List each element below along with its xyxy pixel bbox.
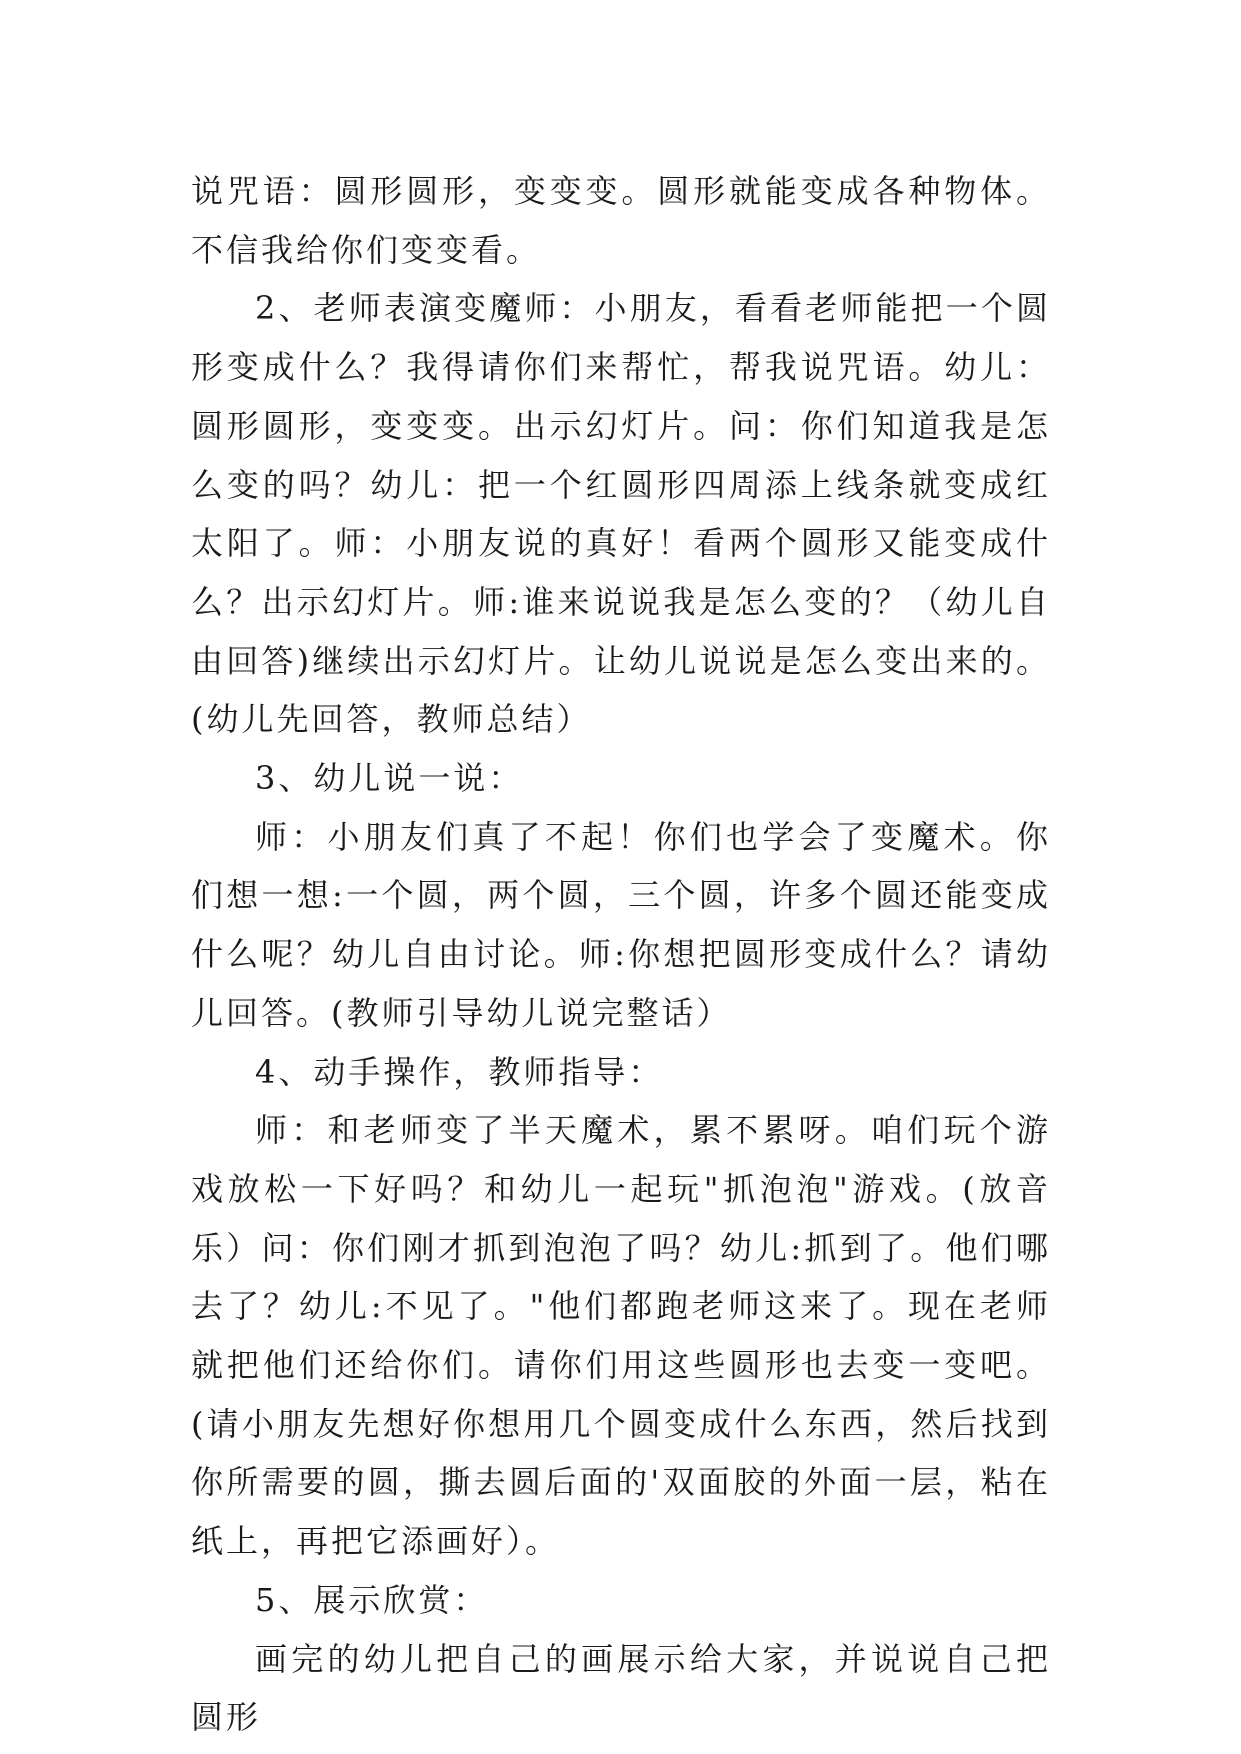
- document-body: [191, 162, 1051, 1747]
- section-heading: 5、展示欣赏：: [255, 1580, 489, 1619]
- paragraph: 师：小朋友们真了不起！你们也学会了变魔术。你们想一想:一个圆，两个圆，三个圆，许多个圆还能变成什么呢？幼儿自由讨论。师:你想把圆形变成什么？请幼儿回答。(教师引导幼儿说完整话）: [191, 817, 1051, 1032]
- paragraph: 说咒语：圆形圆形，变变变。圆形就能变成各种物体。不信我给你们变变看。: [191, 172, 1051, 269]
- paragraph: 画完的幼儿把自己的画展示给大家，并说说自己把圆形: [191, 1639, 1051, 1737]
- paragraph: 师：和老师变了半天魔术，累不累呀。咱们玩个游戏放松一下好吗？和幼儿一起玩"抓泡泡"游戏。(放音乐）问：你们刚才抓到泡泡了吗？幼儿:抓到了。他们哪去了？幼儿:不见了。"他们都跑老师这来了。现在老师就把他们还给你们。请你们用这些圆形也去变一变吧。(请小朋友先想好你想用几个圆变成什么东西，然后找到你所需要的圆，撕去圆后面的'双面胶的外面一层，粘在纸上，再把它添画好）。: [191, 1111, 1051, 1561]
- section-heading: 3、幼儿说一说：: [255, 759, 524, 798]
- paragraph: 2、老师表演变魔师：小朋友，看看老师能把一个圆形变成什么？我得请你们来帮忙，帮我说咒语。幼儿：圆形圆形，变变变。出示幻灯片。问：你们知道我是怎么变的吗？幼儿：把一个红圆形四周添上线条就变成红太阳了。师：小朋友说的真好！看两个圆形又能变成什么？出示幻灯片。师:谁来说说我是怎么变的？（幼儿自由回答)继续出示幻灯片。让幼儿说说是怎么变出来的。(幼儿先回答，教师总结）: [191, 289, 1051, 739]
- section-heading: 4、动手操作，教师指导：: [255, 1052, 664, 1091]
